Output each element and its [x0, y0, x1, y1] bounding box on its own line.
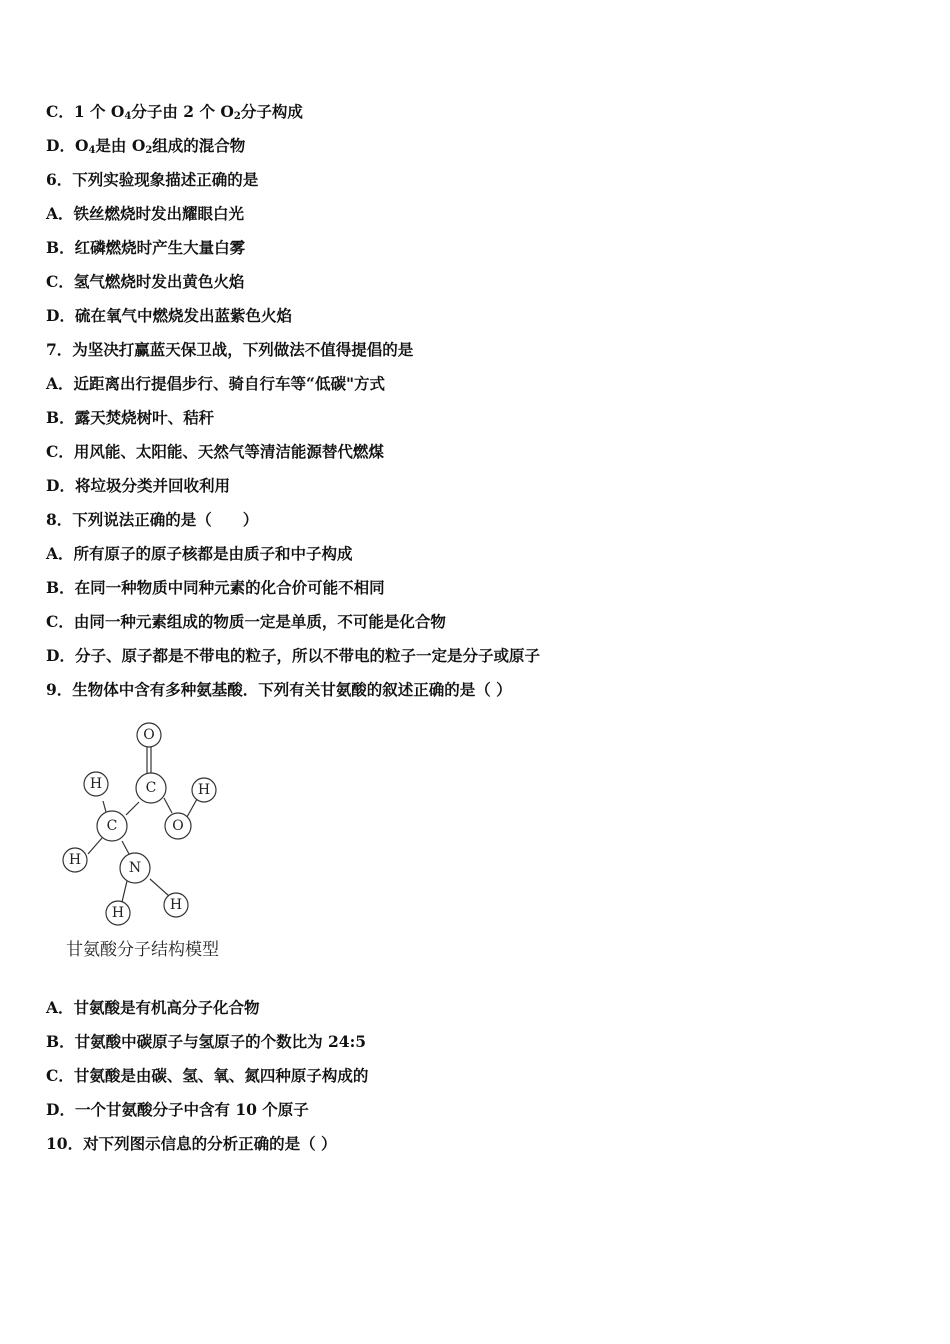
option-8d: D．分子、原子都是不带电的粒子，所以不带电的粒子一定是分子或原子: [46, 646, 540, 665]
option-6b: B．红磷燃烧时产生大量白雾: [46, 238, 246, 257]
option-7d: D．将垃圾分类并回收利用: [46, 476, 230, 495]
bond-c2-o: [164, 798, 172, 813]
atom-label-h-left: H: [68, 852, 82, 868]
atom-label-h-hydroxyl: H: [197, 782, 211, 798]
question-10: 10．对下列图示信息的分析正确的是（ ）: [46, 1134, 337, 1153]
option-8c: C．由同一种元素组成的物质一定是单质，不可能是化合物: [46, 612, 446, 631]
diagram-caption: 甘氨酸分子结构模型: [66, 940, 219, 960]
line-d-o4: D．$O_4$是由 $O_2$组成的混合物: [46, 136, 246, 156]
option-8a: A．所有原子的原子核都是由质子和中子构成: [46, 544, 353, 563]
atom-label-h-upper-left: H: [89, 776, 103, 792]
atom-label-h-bottom-left: H: [111, 905, 125, 921]
option-9b: B．甘氨酸中碳原子与氢原子的个数比为 24:5: [46, 1032, 367, 1051]
option-6c: C．氢气燃烧时发出黄色火焰: [46, 272, 245, 291]
option-7a: A．近距离出行提倡步行、骑自行车等“低碳"方式: [46, 374, 386, 393]
question-6: 6．下列实验现象描述正确的是: [46, 170, 259, 189]
option-6d: D．硫在氧气中燃烧发出蓝紫色火焰: [46, 306, 292, 325]
atom-label-c-lower: C: [106, 818, 118, 834]
option-7c: C．用风能、太阳能、天然气等清洁能源替代燃煤: [46, 442, 384, 461]
option-7b: B．露天焚烧树叶、秸秆: [46, 408, 215, 427]
bond-n-h-right: [150, 879, 169, 896]
bond-c1-h: [103, 801, 106, 812]
option-9c: C．甘氨酸是由碳、氢、氧、氮四种原子构成的: [46, 1066, 369, 1085]
bond-c1-n: [122, 841, 129, 854]
option-6a: A．铁丝燃烧时发出耀眼白光: [46, 204, 245, 223]
atom-label-h-bottom-right: H: [169, 897, 183, 913]
bond-o-h: [187, 799, 197, 817]
line-c-o4: C．1 个 $O_4$分子由 2 个 $O_2$分子构成: [46, 102, 303, 122]
glycine-structure-diagram: [56, 718, 236, 930]
question-9: 9．生物体中含有多种氨基酸．下列有关甘氨酸的叙述正确的是（ ）: [46, 680, 512, 699]
option-9d: D．一个甘氨酸分子中含有 10 个原子: [46, 1100, 309, 1119]
bond-c1-c2: [126, 802, 139, 815]
question-7: 7．为坚决打赢蓝天保卫战，下列做法不值得提倡的是: [46, 340, 414, 359]
option-9a: A．甘氨酸是有机高分子化合物: [46, 998, 260, 1017]
bond-n-h-left: [122, 881, 127, 902]
question-8: 8．下列说法正确的是（ ）: [46, 510, 259, 529]
atom-label-o-top: O: [143, 727, 155, 743]
atom-label-o-hydroxyl: O: [172, 818, 184, 834]
atom-label-n: N: [128, 860, 142, 876]
atom-label-c-upper: C: [145, 780, 157, 796]
option-8b: B．在同一种物质中同种元素的化合价可能不相同: [46, 578, 385, 597]
bond-c1-h-left: [88, 838, 102, 854]
